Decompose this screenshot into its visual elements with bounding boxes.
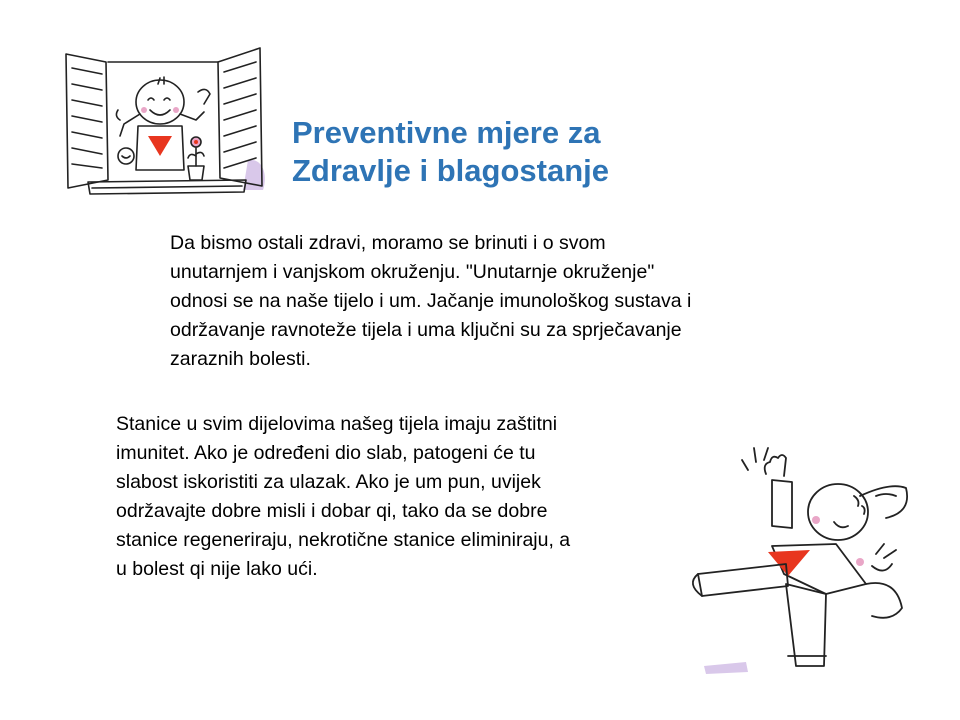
immunity-paragraph [116, 410, 570, 584]
paragraph-line: Da bismo ostali zdravi, moramo se brinuti i o svom [170, 232, 606, 254]
page-title [292, 114, 609, 190]
person-illustration [676, 434, 936, 684]
paragraph-line: zaraznih bolesti. [170, 348, 311, 370]
paragraph-line: unutarnjem i vanjskom okruženju. "Unutarnje okruženje" [170, 261, 655, 283]
paragraph-line: u bolest qi nije lako ući. [116, 558, 318, 580]
title-line-1: Preventivne mjere za [292, 115, 601, 150]
title-line-2: Zdravlje i blagostanje [292, 153, 609, 188]
paragraph-line: stanice regeneriraju, nekrotične stanice eliminiraju, a [116, 529, 571, 551]
paragraph-line: odnosi se na naše tijelo i um. Jačanje imunološkog sustava i [170, 290, 692, 312]
intro-paragraph [170, 229, 691, 374]
window-illustration [58, 40, 278, 210]
paragraph-line: održavajte dobre misli i dobar qi, tako da se dobre [116, 500, 548, 522]
paragraph-line: Stanice u svim dijelovima našeg tijela imaju zaštitni [116, 413, 558, 435]
paragraph-line: slabost iskoristiti za ulazak. Ako je um pun, uvijek [116, 471, 541, 493]
paragraph-line: imunitet. Ako je određeni dio slab, patogeni će tu [116, 442, 536, 464]
paragraph-line: održavanje ravnoteže tijela i uma ključni su za sprječavanje [170, 319, 682, 341]
